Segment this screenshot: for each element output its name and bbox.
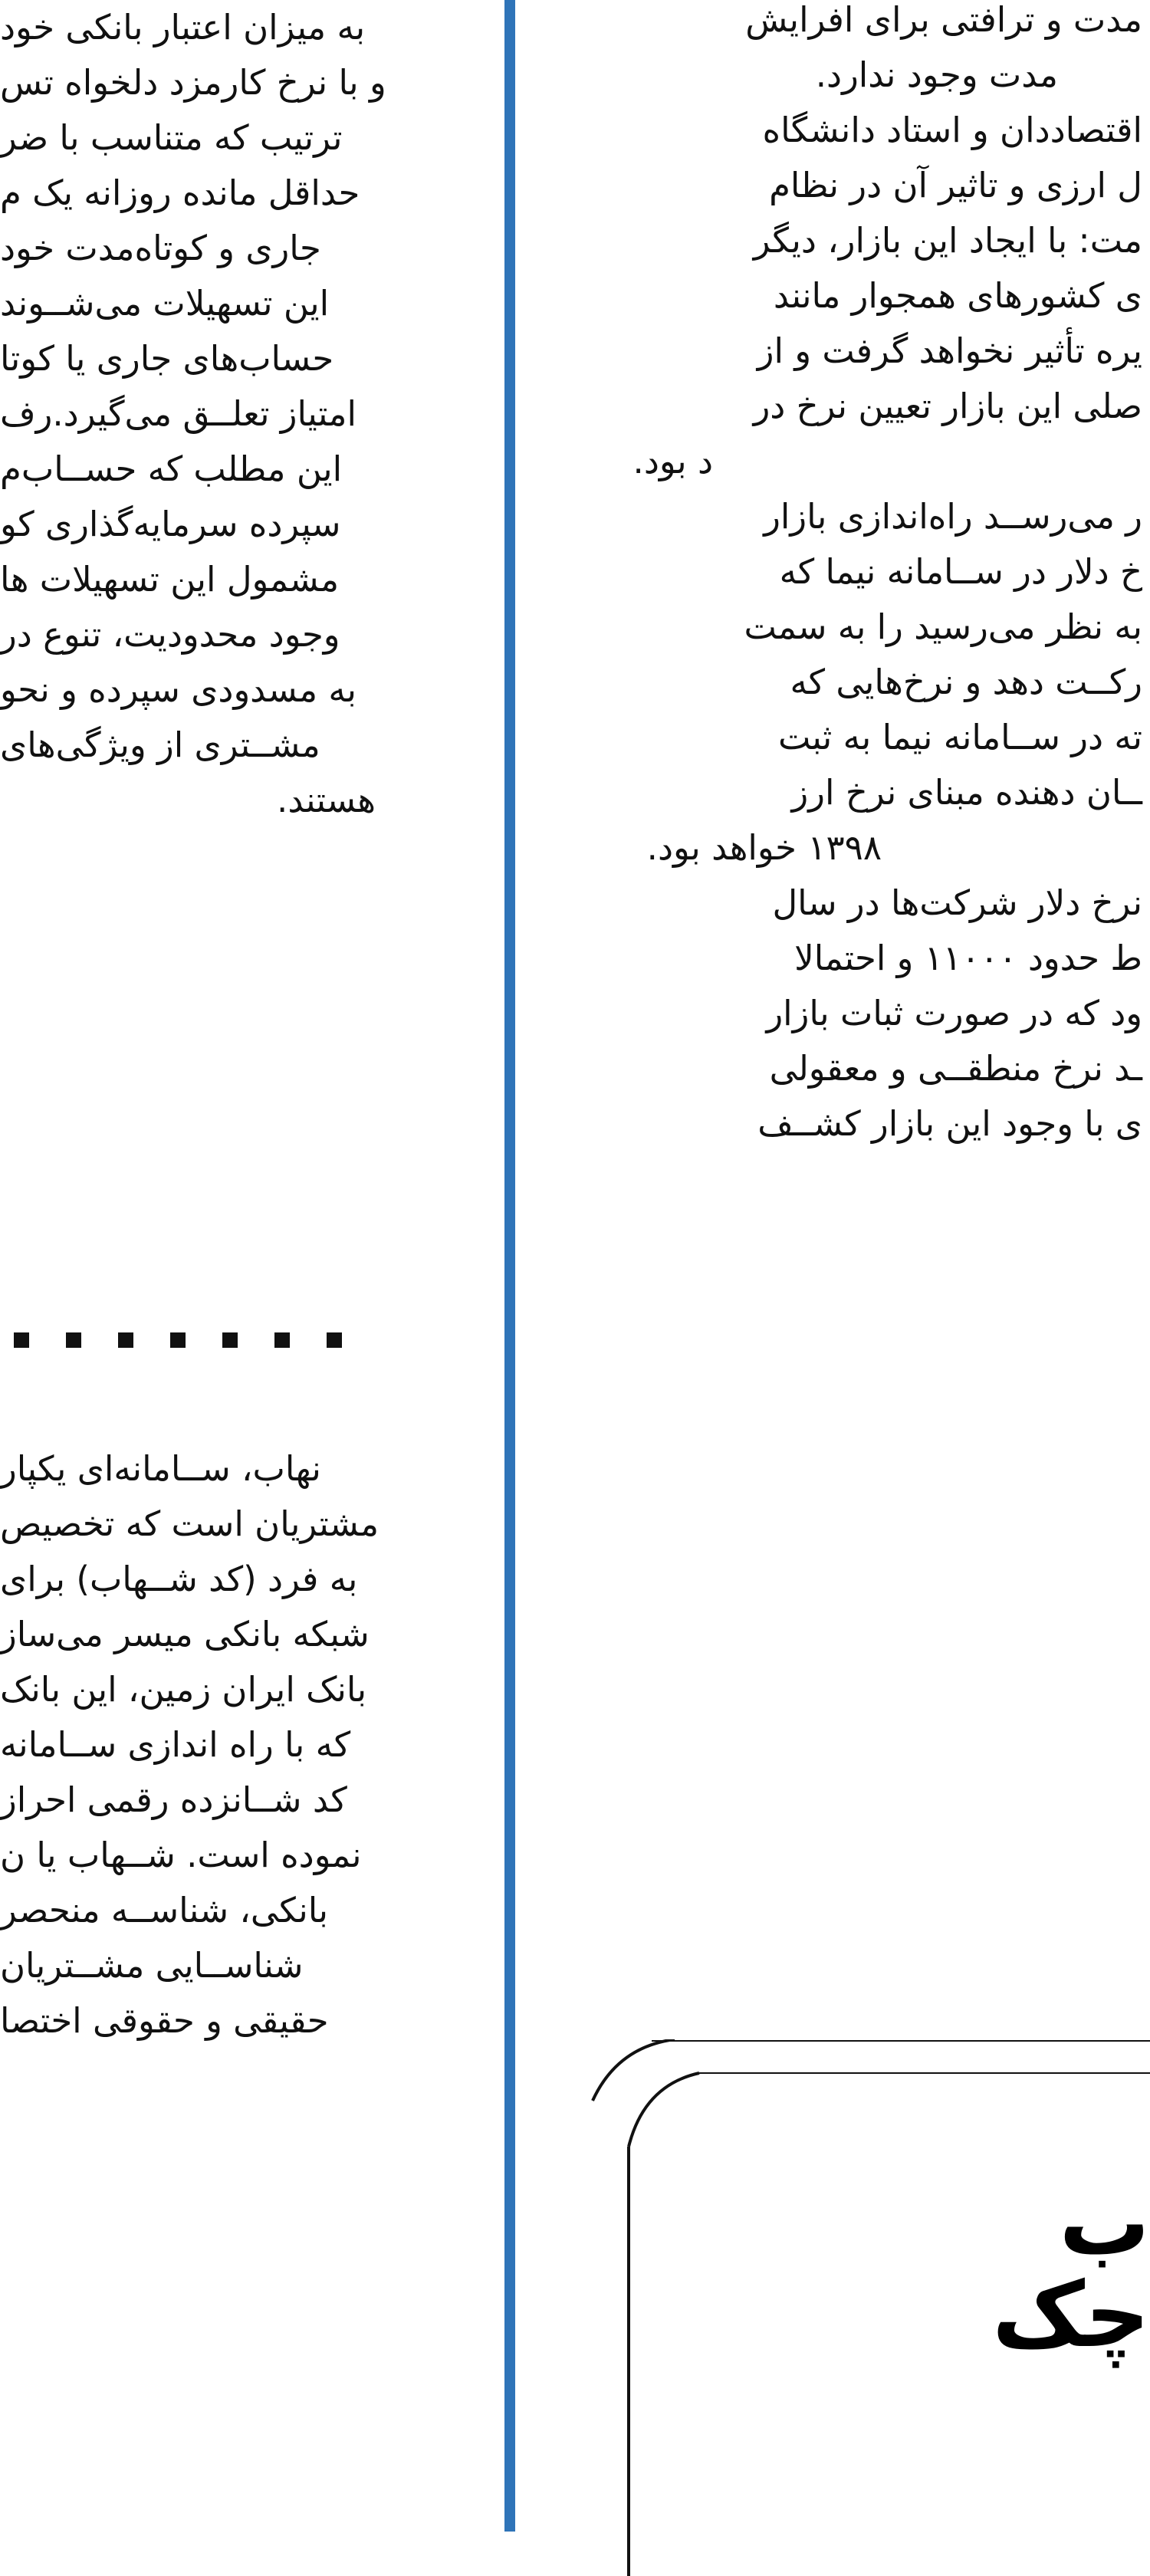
text-line: این تسهیلات می‌شــوند (0, 283, 330, 324)
separator-dot (14, 1332, 29, 1348)
text-line: هستند. (277, 780, 376, 820)
text-line: نموده است. شــهاب یا ن (0, 1835, 362, 1875)
text-line: امتیاز تعلــق می‌گیرد.رف (0, 393, 357, 434)
text-line: به مسدودی سپرده و نحو (0, 669, 357, 710)
text-line: بانکی، شناســه منحصر (0, 1890, 329, 1930)
text-line: ل ارزی و تاثیر آن در نظام (769, 165, 1142, 205)
separator-dot (118, 1332, 133, 1348)
text-line: رکــت دهد و نرخ‌هایی که (790, 662, 1142, 702)
column-rule (504, 0, 515, 2532)
section-separator (0, 1332, 491, 1352)
text-line: حقیقی و حقوقی اختصا (0, 2000, 329, 2041)
text-line: بانک ایران زمین، این بانک (0, 1669, 367, 1710)
separator-dot (274, 1332, 290, 1348)
text-line: کد شــانزده رقمی احراز (0, 1779, 347, 1820)
text-line: ۱۳۹۸ خواهد بود. (646, 827, 882, 868)
text-line: مت: با ایجاد این بازار، دیگر (753, 220, 1142, 261)
text-line: صلی این بازار تعیین نرخ در (753, 386, 1142, 426)
text-line: ی کشورهای همجوار مانند (773, 275, 1142, 316)
text-line: شناســایی مشــتریان (0, 1945, 304, 1986)
right-column (567, 0, 1150, 1152)
separator-dot (327, 1332, 342, 1348)
text-line: مدت وجود ندارد. (815, 54, 1058, 95)
text-line: مدت و ترافتی برای افرایش (745, 0, 1142, 40)
separator-dot (170, 1332, 186, 1348)
text-line: د بود. (632, 441, 713, 481)
text-line: ته در ســامانه نیما به ثبت (778, 717, 1142, 757)
text-line: جاری و کوتاه‌مدت خود (0, 228, 321, 268)
box-title-line1: ب (1059, 2170, 1150, 2275)
text-line: سپرده سرمایه‌گذاری کو (0, 504, 341, 544)
left-column-section (0, 1441, 491, 2049)
text-line: ترتیب که متناسب با ضر (0, 117, 343, 158)
text-line: اقتصاددان و استاد دانشگاه (762, 110, 1142, 150)
separator-dot (66, 1332, 81, 1348)
text-line: ـد نرخ منطقــی و معقولی (769, 1048, 1142, 1089)
text-line: مشــتری از ویژگی‌های (0, 724, 320, 765)
text-line: ی با وجود این بازار کشــف (757, 1103, 1142, 1144)
text-line: خ دلار در ســامانه نیما که (779, 551, 1142, 592)
text-line: وجود محدودیت، تنوع در (0, 614, 340, 655)
text-line: یره تأثیر نخواهد گرفت و از (757, 330, 1142, 371)
left-column (0, 0, 491, 834)
text-line: مشمول این تسهیلات ها (0, 559, 340, 600)
text-line: ود که در صورت ثبات بازار (766, 993, 1142, 1033)
text-line: ط حدود ۱۱۰۰۰ و احتمالا (794, 938, 1142, 978)
text-line: حساب‌های جاری یا کوتا (0, 338, 334, 379)
text-line: حداقل مانده روزانه یک م (0, 172, 360, 213)
text-line: ر می‌رســد راه‌اندازی بازار (764, 496, 1142, 537)
text-line: به نظر می‌رسید را به سمت (744, 606, 1142, 647)
text-line: و با نرخ کارمزد دلخواه تس (0, 62, 386, 103)
text-line: به فرد (کد شــهاب) برای (0, 1559, 358, 1599)
text-line: به میزان اعتبار بانکی خود (0, 7, 366, 48)
text-line: شبکه بانکی میسر می‌ساز (0, 1614, 370, 1654)
text-line: ــان دهنده مبنای نرخ ارز (791, 772, 1142, 813)
text-line: نهاب، ســامانه‌ای یکپار (0, 1448, 321, 1489)
text-line: این مطلب که حســاب‌م (0, 449, 343, 489)
box-title-line2: چک (992, 2262, 1150, 2367)
separator-dot (222, 1332, 238, 1348)
text-line: مشتریان است که تخصیص (0, 1503, 380, 1544)
text-line: نرخ دلار شرکت‌ها در سال (772, 882, 1142, 923)
text-line: که با راه اندازی ســامانه (0, 1724, 351, 1765)
framed-box (590, 2039, 1150, 2576)
